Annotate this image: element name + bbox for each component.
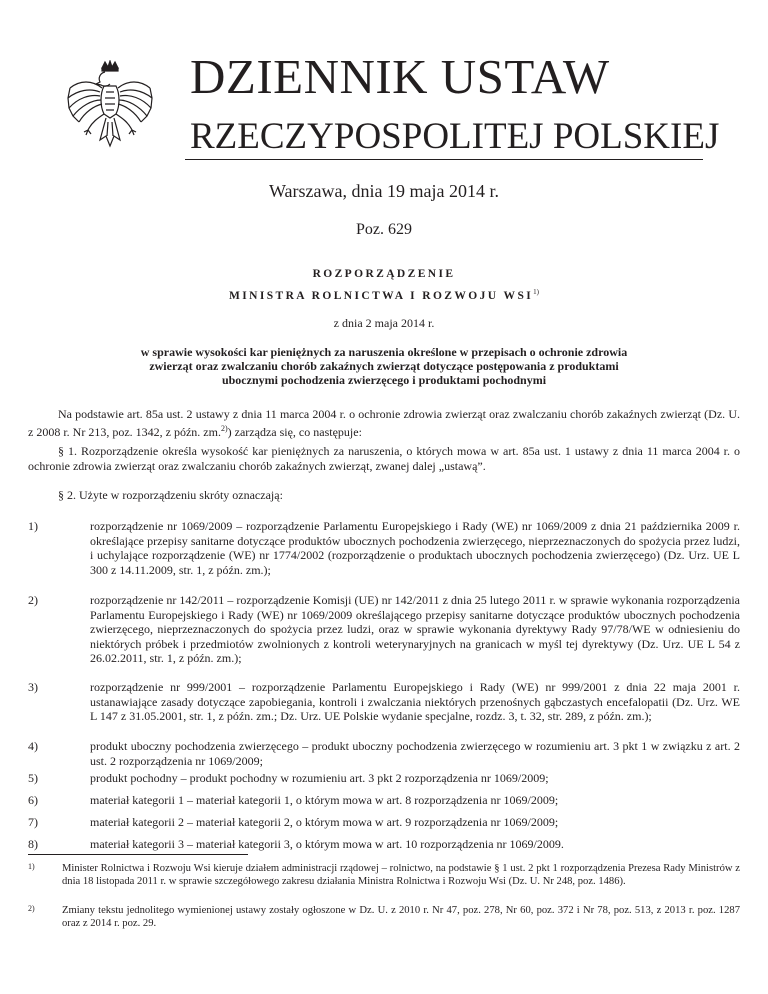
definition-item [28,815,740,830]
footnote-text: Minister Rolnictwa i Rozwoju Wsi kieruje działem administracji rządowej – rolnictwo, na podstawie § 1 ust. 2 pkt 1 rozporządzenia Prezesa Rady Ministrów z dnia 18 listopada 2011 r. w sprawie szczegółowego zakresu działania Ministra Rolnictwa i Rozwoju Wsi (Dz. U. Nr 248, poz. 1486). [62,863,740,888]
definition-text: rozporządzenie nr 142/2011 – rozporządzenie Komisji (UE) nr 142/2011 z dnia 25 lutego 2011 r. w sprawie wykonania rozporządzenia Parlamentu Europejskiego i Rady (WE) nr 1069/2009 określającego przepisy sanitarne dotyczące produktów ubocznych pochodzenia zwierzęcego, nieprzeznaczonych do spożycia przez ludzi, oraz w sprawie wykonania dyrektywy Rady 97/78/WE w odniesieniu do niektórych próbek i przedmiotów zwolnionych z kontroli weterynaryjnych na granicach w myśl tej dyrektywy (Dz. Urz. UE L 54 z 26.02.2011, str. 1, z późn. zm.); [90,593,740,666]
definition-item [28,739,740,768]
masthead-divider [185,159,703,160]
footnote [28,862,740,888]
definition-item [28,519,740,577]
definition-text: produkt uboczny pochodzenia zwierzęcego – produkt uboczny pochodzenia zwierzęcego w rozumieniu art. 3 pkt 1 w związku z art. 2 ust. 2 rozporządzenia nr 1069/2009; [90,739,740,768]
gazette-title: DZIENNIK USTAW [190,49,610,104]
gazette-subtitle: RZECZYPOSPOLITEJ POLSKIEJ [190,116,720,157]
polish-eagle-emblem-icon [64,60,156,160]
definition-number: 6) [28,793,38,807]
definition-number: 3) [28,680,38,694]
act-issuer-text: MINISTRA ROLNICTWA I ROZWOJU WSI [229,289,534,302]
definition-text: rozporządzenie nr 1069/2009 – rozporządzenie Parlamentu Europejskiego i Rady (WE) nr 1069/2009 z dnia 21 października 2009 r. określające przepisy sanitarne dotyczące produktów ubocznych pochodzenia zwierzęcego, nieprzeznaczonych do spożycia przez ludzi, i uchylające rozporządzenie (WE) nr 1774/2002 (rozporządzenie o produktach ubocznych pochodzenia zwierzęcego) (Dz. Urz. UE L 300 z 14.11.2009, str. 1, z późn. zm.); [90,519,740,577]
definition-item [28,771,740,786]
footnote-number: 2) [28,904,35,913]
footnote [28,904,740,930]
footnote-divider [28,854,248,855]
preamble-text: Na podstawie art. 85a ust. 2 ustawy z dnia 11 marca 2004 r. o ochronie zdrowia zwierząt oraz zwalczaniu chorób zakaźnych zwierząt (Dz. U. z 2008 r. Nr 213, poz. 1342, z późn. zm. [28,407,740,439]
preamble [28,407,740,439]
definition-text: materiał kategorii 2 – materiał kategorii 2, o którym mowa w art. 9 rozporządzenia nr 1069/2009; [90,815,559,829]
definition-item [28,837,740,852]
definition-text: rozporządzenie nr 999/2001 – rozporządzenie Parlamentu Europejskiego i Rady (WE) nr 999/2001 z dnia 22 maja 2001 r. ustanawiające zasady dotyczące zapobiegania, kontroli i zwalczania niektórych przenośnych gąbczastych encefalopatii (Dz. Urz. WE L 147 z 31.05.2001, str. 1, z późn. zm.; Dz. Urz. UE Polskie wydanie specjalne, rozdz. 3, t. 32, str. 289, z późn. zm.); [90,680,740,724]
section-2-intro: § 2. Użyte w rozporządzeniu skróty oznaczają: [58,488,283,502]
footnote-number: 1) [28,862,35,871]
definition-number: 1) [28,519,38,533]
definition-item [28,680,740,724]
definition-text: materiał kategorii 1 – materiał kategorii 1, o którym mowa w art. 8 rozporządzenia nr 1069/2009; [90,793,559,807]
act-issuer [0,289,768,302]
issue-position: Poz. 629 [356,221,412,238]
definition-text: materiał kategorii 3 – materiał kategorii 3, o którym mowa w art. 10 rozporządzenia nr 1069/2009. [90,837,564,851]
footnote-ref-2: 2) [220,423,228,433]
issue-date: Warszawa, dnia 19 maja 2014 r. [269,181,499,201]
definition-item [28,593,740,666]
footnote-text: Zmiany tekstu jednolitego wymienionej ustawy zostały ogłoszone w Dz. U. z 2010 r. Nr 47, poz. 278, Nr 60, poz. 372 i Nr 78, poz. 513, z 2013 r. poz. 1287 oraz z 2014 r. poz. 29. [62,905,740,930]
definition-number: 7) [28,815,38,829]
section-1: § 1. Rozporządzenie określa wysokość kar pieniężnych za naruszenia, o których mowa w art. 85a ust. 1 ustawy z dnia 11 marca 2004 r. o ochronie zdrowia zwierząt oraz zwalczaniu chorób zakaźnych zwierząt, zwanej dalej „ustawą”. [28,444,740,473]
definition-text: produkt pochodny – produkt pochodny w rozumieniu art. 3 pkt 2 rozporządzenia nr 1069/2009; [90,771,549,785]
preamble-text-end: ) zarządza się, co następuje: [227,424,362,439]
definition-number: 2) [28,593,38,607]
definition-number: 5) [28,771,38,785]
act-type: ROZPORZĄDZENIE [312,268,456,280]
definition-item [28,793,740,808]
act-date: z dnia 2 maja 2014 r. [333,316,435,330]
footnote-ref-1: 1) [533,288,539,296]
definition-number: 8) [28,837,38,851]
act-subject: w sprawie wysokości kar pieniężnych za naruszenia określone w przepisach o ochronie zdrowia zwierząt oraz zwalczaniu chorób zakaźnych zwierząt dotyczące postępowania z produktami ubocznymi pochodzenia zwierzęcego i produktami pochodnymi [140,345,628,387]
definition-number: 4) [28,739,38,753]
